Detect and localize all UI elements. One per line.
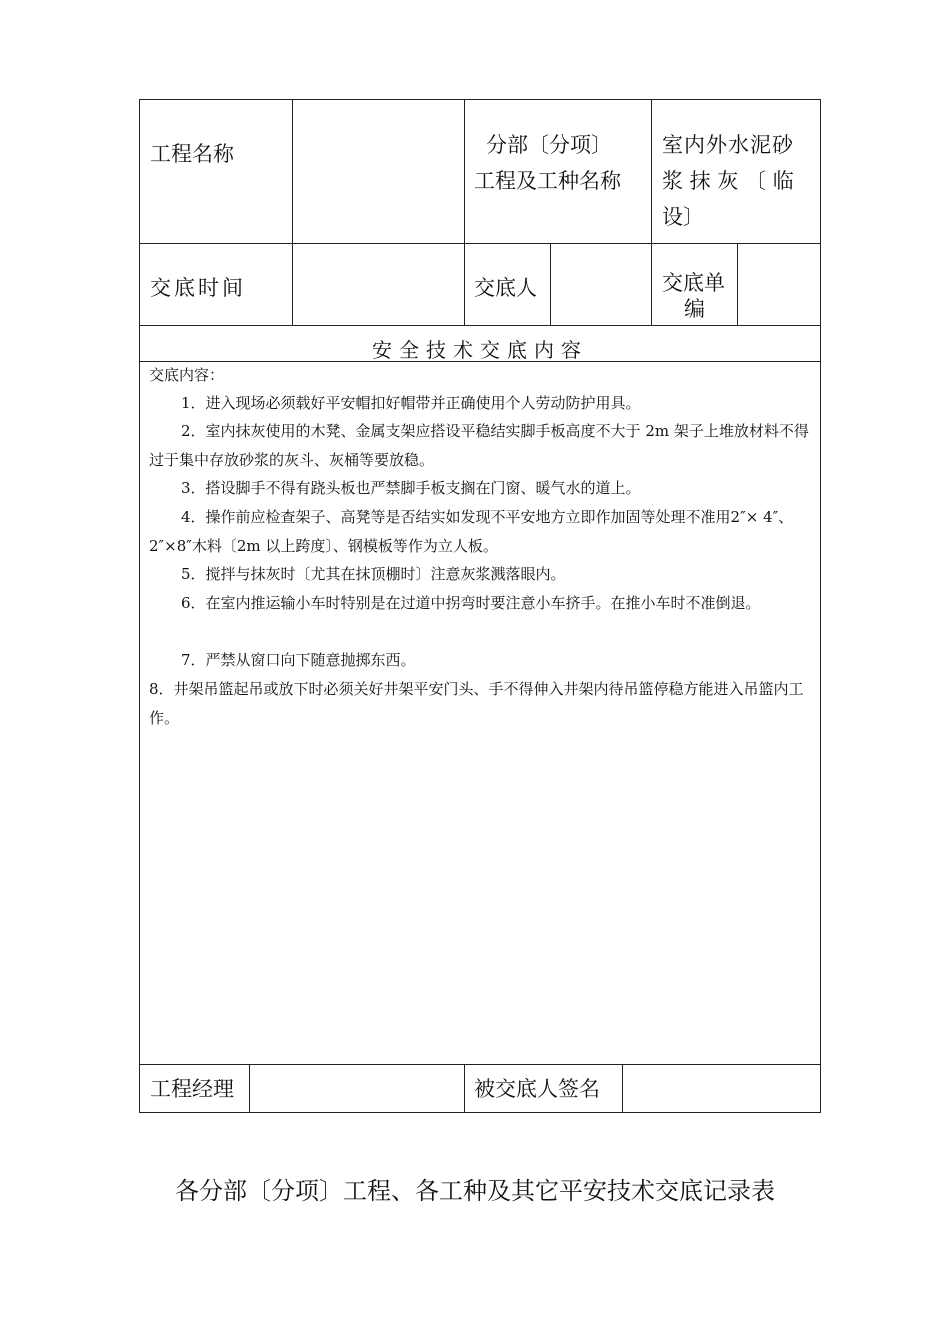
table-outer-bottom <box>139 1112 821 1113</box>
person-label: 交底人 <box>474 276 537 300</box>
subproject-value-line3: 设〕 <box>662 205 704 229</box>
content-item-8: 8．井架吊篮起吊或放下时必须关好井架平安门头、手不得伸入井架内待吊篮停稳方能进入吊篮内工作。 <box>149 680 804 727</box>
unit-label <box>662 270 725 322</box>
col-divider-f-a <box>249 1064 250 1113</box>
manager-label: 工程经理 <box>150 1077 234 1101</box>
col-divider-r1-a <box>292 99 293 326</box>
subproject-value-line2: 浆 抹 灰 〔 临 <box>662 169 794 193</box>
table-outer-right <box>820 99 821 1113</box>
subproject-label <box>474 127 621 199</box>
subproject-value-line1: 室内外水泥砂 <box>662 133 794 157</box>
table-outer-left <box>139 99 140 1113</box>
content-intro: 交底内容： <box>149 366 225 384</box>
unit-label-line2: 编 <box>684 297 705 321</box>
subproject-label-line2: 工程及工种名称 <box>474 169 621 193</box>
col-divider-r1-c <box>651 99 652 326</box>
content-item-6: 6．在室内推运输小车时特别是在过道中拐弯时要注意小车挤手。在推小车时不准倒退。 <box>181 594 761 612</box>
content-item-5: 5．搅拌与抹灰时〔尤其在抹顶棚时〕注意灰浆溅落眼内。 <box>181 565 566 583</box>
subproject-label-line1: 分部〔分项〕 <box>486 133 612 157</box>
col-divider-r2-a <box>550 243 551 326</box>
time-label: 交底时间 <box>150 276 246 300</box>
col-divider-r1-b <box>464 99 465 326</box>
project-name-label: 工程名称 <box>150 142 234 166</box>
row-divider-2 <box>139 325 821 326</box>
col-divider-r2-b <box>737 243 738 326</box>
col-divider-f-c <box>622 1064 623 1113</box>
subproject-value <box>662 127 814 235</box>
col-divider-f-b <box>464 1064 465 1113</box>
unit-label-line1: 交底单 <box>662 271 725 295</box>
table-outer-top <box>139 99 821 100</box>
content-item-2: 2．室内抹灰使用的木凳、金属支架应搭设平稳结实脚手板高度不大于 2m 架子上堆放材料不得过于集中存放砂浆的灰斗、灰桶等要放稳。 <box>149 422 809 469</box>
content-item-4: 4．操作前应检查架子、高凳等是否结实如发现不平安地方立即作加固等处理不准用2″× 4″、2″×8″木料〔2m 以上跨度〕、钢模板等作为立人板。 <box>149 508 794 555</box>
document-caption: 各分部〔分项〕工程、各工种及其它平安技术交底记录表 <box>175 1177 775 1205</box>
content-item-1: 1．进入现场必须载好平安帽扣好帽带并正确使用个人劳动防护用具。 <box>181 394 641 412</box>
recipient-label: 被交底人签名 <box>474 1077 600 1101</box>
row-divider-1 <box>139 243 821 244</box>
content-item-3: 3．搭设脚手不得有跷头板也严禁脚手板支搁在门窗、暖气水的道上。 <box>181 479 641 497</box>
section-title: 安全技术交底内容 <box>372 338 588 362</box>
content-item-7: 7．严禁从窗口向下随意抛掷东西。 <box>181 651 416 669</box>
row-divider-4 <box>139 1064 821 1065</box>
